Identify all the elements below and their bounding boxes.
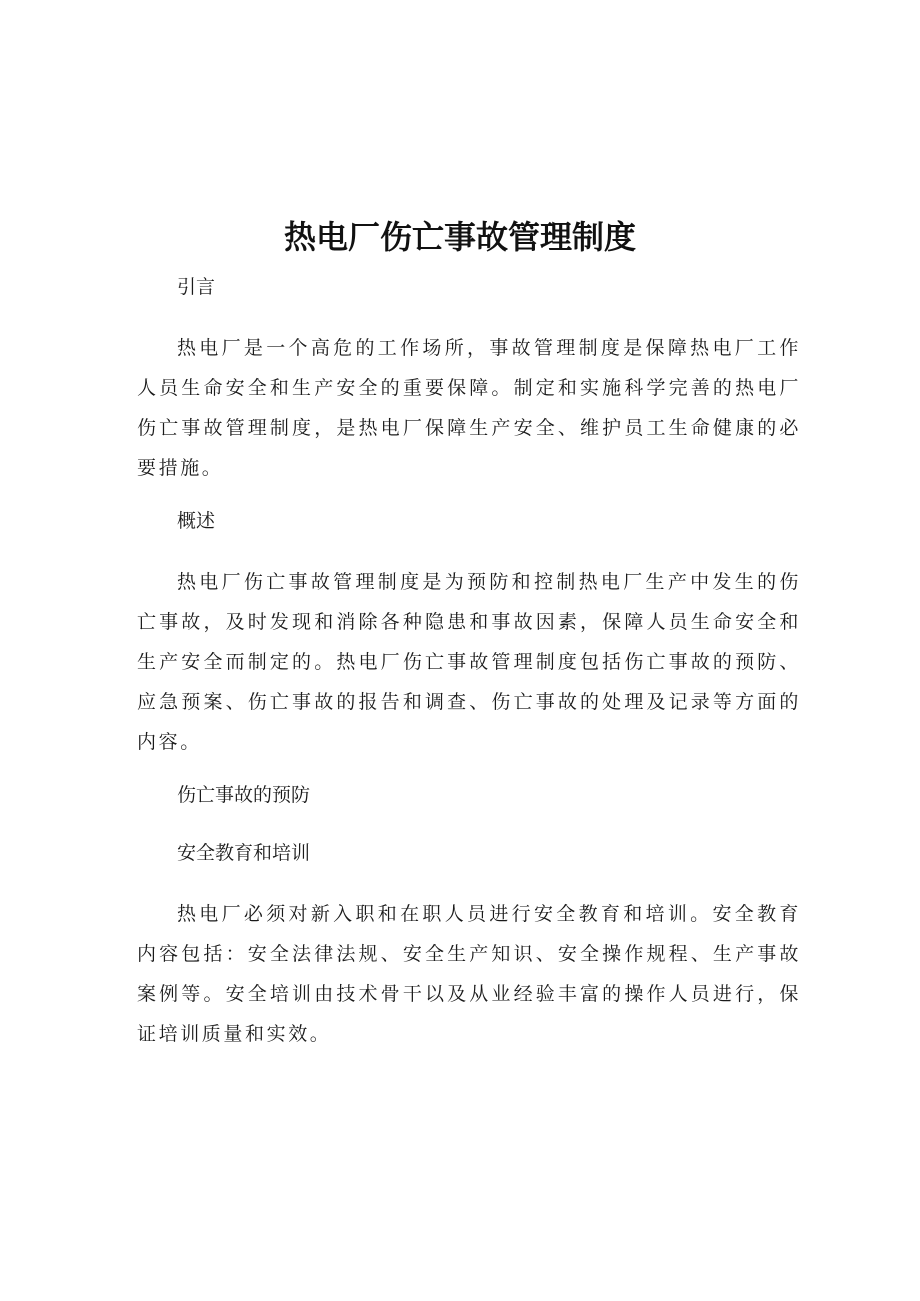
section-heading-prevention: 伤亡事故的预防 — [177, 784, 311, 806]
paragraph-training: 热电厂必须对新入职和在职人员进行安全教育和培训。安全教育内容包括：安全法律法规、安全生产知识、安全操作规程、生产事故案例等。安全培训由技术骨干以及从业经验丰富的操作人员进行，保证培训质量和实效。 — [137, 903, 801, 1045]
document-title: 热电厂伤亡事故管理制度 — [283, 218, 636, 256]
document-body — [137, 270, 801, 1070]
section-heading-intro: 引言 — [177, 276, 216, 298]
paragraph-intro: 热电厂是一个高危的工作场所，事故管理制度是保障热电厂工作人员生命安全和生产安全的重要保障。制定和实施科学完善的热电厂伤亡事故管理制度，是热电厂保障生产安全、维护员工生命健康的必要措施。 — [137, 337, 801, 479]
section-heading-overview: 概述 — [177, 510, 216, 532]
section-heading-training: 安全教育和培训 — [177, 842, 311, 864]
paragraph-overview: 热电厂伤亡事故管理制度是为预防和控制热电厂生产中发生的伤亡事故，及时发现和消除各种隐患和事故因素，保障人员生命安全和生产安全而制定的。热电厂伤亡事故管理制度包括伤亡事故的预防、应急预案、伤亡事故的报告和调查、伤亡事故的处理及记录等方面的内容。 — [137, 571, 801, 753]
